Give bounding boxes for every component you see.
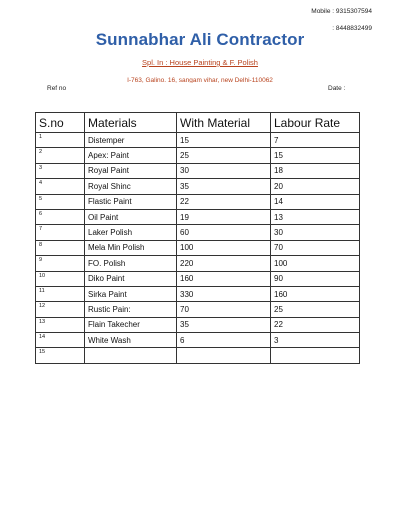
rate-table (35, 112, 360, 364)
cell-labour-rate: 7 (271, 133, 360, 148)
cell-with-material: 6 (177, 333, 271, 348)
cell-with-material: 19 (177, 209, 271, 224)
table-row (36, 333, 360, 348)
company-title: Sunnabhar Ali Contractor (95, 30, 305, 49)
cell-material: Rustic Pain: (85, 302, 177, 317)
cell-with-material: 220 (177, 256, 271, 271)
cell-with-material: 100 (177, 240, 271, 255)
table-row (36, 348, 360, 363)
cell-with-material (177, 348, 271, 363)
table-row (36, 302, 360, 317)
cell-with-material: 160 (177, 271, 271, 286)
cell-with-material: 22 (177, 194, 271, 209)
cell-sno: 9 (36, 256, 85, 271)
table-header-row (36, 113, 360, 133)
cell-material: FO. Polish (85, 256, 177, 271)
cell-sno: 2 (36, 148, 85, 163)
cell-labour-rate: 18 (271, 163, 360, 178)
cell-material: Apex: Paint (85, 148, 177, 163)
cell-material: Oil Paint (85, 209, 177, 224)
table-row (36, 179, 360, 194)
table-row (36, 163, 360, 178)
cell-material: Diko Paint (85, 271, 177, 286)
cell-sno: 1 (36, 133, 85, 148)
cell-labour-rate: 20 (271, 179, 360, 194)
cell-labour-rate: 25 (271, 302, 360, 317)
cell-labour-rate: 70 (271, 240, 360, 255)
table-row (36, 271, 360, 286)
table-row (36, 133, 360, 148)
cell-labour-rate: 160 (271, 286, 360, 301)
cell-material: Mela Min Polish (85, 240, 177, 255)
cell-with-material: 35 (177, 179, 271, 194)
cell-sno: 13 (36, 317, 85, 332)
cell-material: Distemper (85, 133, 177, 148)
cell-sno: 7 (36, 225, 85, 240)
cell-material: Royal Shinc (85, 179, 177, 194)
cell-sno: 5 (36, 194, 85, 209)
column-header-materials: Materials (85, 113, 177, 133)
cell-material: Flastic Paint (85, 194, 177, 209)
address-line: I-763, Galino. 16, sangam vihar, new Delhi-110062 (127, 77, 273, 83)
cell-labour-rate: 14 (271, 194, 360, 209)
mobile-number-secondary: : 8448832499 (332, 25, 372, 32)
table-row (36, 256, 360, 271)
cell-with-material: 30 (177, 163, 271, 178)
table-row (36, 225, 360, 240)
cell-material: Sirka Paint (85, 286, 177, 301)
cell-with-material: 25 (177, 148, 271, 163)
cell-labour-rate: 30 (271, 225, 360, 240)
cell-labour-rate (271, 348, 360, 363)
date-label: Date : (328, 85, 346, 92)
cell-labour-rate: 90 (271, 271, 360, 286)
cell-sno: 3 (36, 163, 85, 178)
column-header-labour-rate: Labour Rate (271, 113, 360, 133)
cell-material: Flain Takecher (85, 317, 177, 332)
cell-material: Royal Paint (85, 163, 177, 178)
cell-sno: 11 (36, 286, 85, 301)
table-row (36, 317, 360, 332)
cell-sno: 10 (36, 271, 85, 286)
cell-with-material: 70 (177, 302, 271, 317)
cell-labour-rate: 100 (271, 256, 360, 271)
cell-material (85, 348, 177, 363)
cell-labour-rate: 22 (271, 317, 360, 332)
table-row (36, 148, 360, 163)
cell-material: White Wash (85, 333, 177, 348)
table-row (36, 240, 360, 255)
cell-sno: 6 (36, 209, 85, 224)
table-row (36, 209, 360, 224)
mobile-number-primary: Mobile : 9315307594 (311, 8, 372, 15)
cell-sno: 15 (36, 348, 85, 363)
cell-sno: 8 (36, 240, 85, 255)
cell-labour-rate: 13 (271, 209, 360, 224)
cell-with-material: 15 (177, 133, 271, 148)
column-header-with-material: With Material (177, 113, 271, 133)
specialty-line: Spl. In : House Painting & F. Polish (142, 58, 258, 67)
cell-material: Laker Polish (85, 225, 177, 240)
cell-sno: 14 (36, 333, 85, 348)
table-row (36, 286, 360, 301)
cell-labour-rate: 15 (271, 148, 360, 163)
ref-no-label: Ref no (47, 85, 67, 92)
cell-labour-rate: 3 (271, 333, 360, 348)
cell-sno: 4 (36, 179, 85, 194)
cell-sno: 12 (36, 302, 85, 317)
cell-with-material: 330 (177, 286, 271, 301)
table-row (36, 194, 360, 209)
cell-with-material: 60 (177, 225, 271, 240)
column-header-sno: S.no (36, 113, 85, 133)
cell-with-material: 35 (177, 317, 271, 332)
